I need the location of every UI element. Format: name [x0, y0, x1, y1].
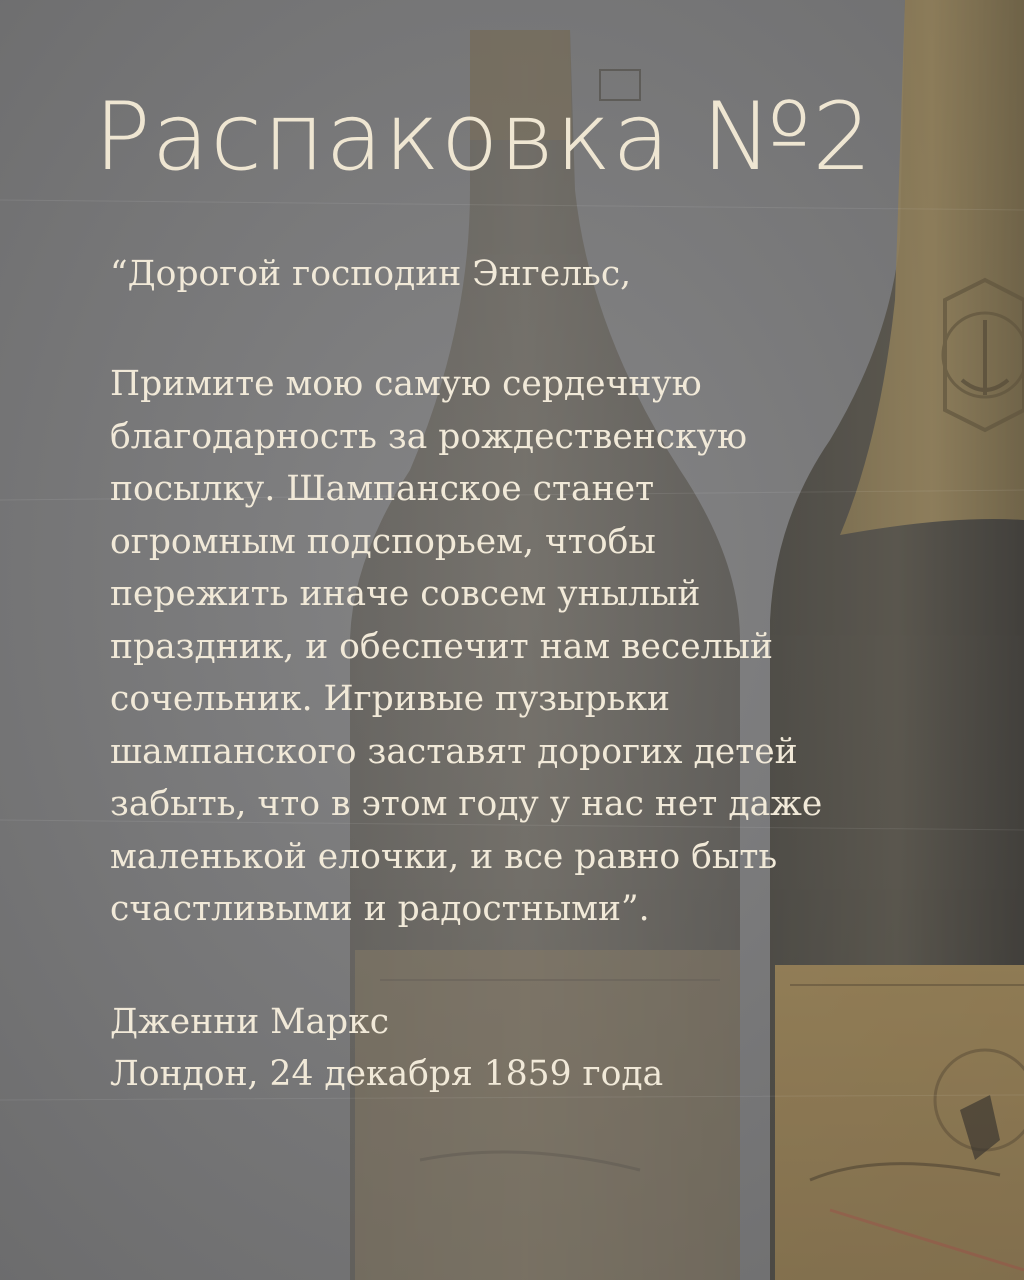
letter-line: сочельник. Игривые пузырьки: [110, 679, 671, 719]
letter-line: забыть, что в этом году у нас нет даже: [110, 784, 823, 824]
signature-name: Дженни Маркс: [110, 1002, 390, 1042]
page-title: Распаковка №2: [94, 83, 873, 192]
letter-line: шампанского заставят дорогих детей: [110, 731, 798, 772]
letter-line: Примите мою самую сердечную: [110, 364, 702, 404]
letter-line: праздник, и обеспечит нам веселый: [110, 626, 774, 667]
letter-line: пережить иначе совсем унылый: [110, 574, 701, 614]
letter-line: огромным подспорьем, чтобы: [110, 521, 656, 562]
letter-line: благодарность за рождественскую: [110, 416, 747, 457]
letter-body: [110, 358, 970, 936]
letter-line: маленькой елочки, и все равно быть: [110, 836, 778, 877]
letter-line: посылку. Шампанское станет: [110, 469, 655, 509]
letter-line: счастливыми и радостными”.: [110, 889, 650, 929]
signature-place-date: Лондон, 24 декабря 1859 года: [110, 1054, 664, 1094]
letter-greeting: “Дорогой господин Энгельс,: [110, 254, 632, 294]
